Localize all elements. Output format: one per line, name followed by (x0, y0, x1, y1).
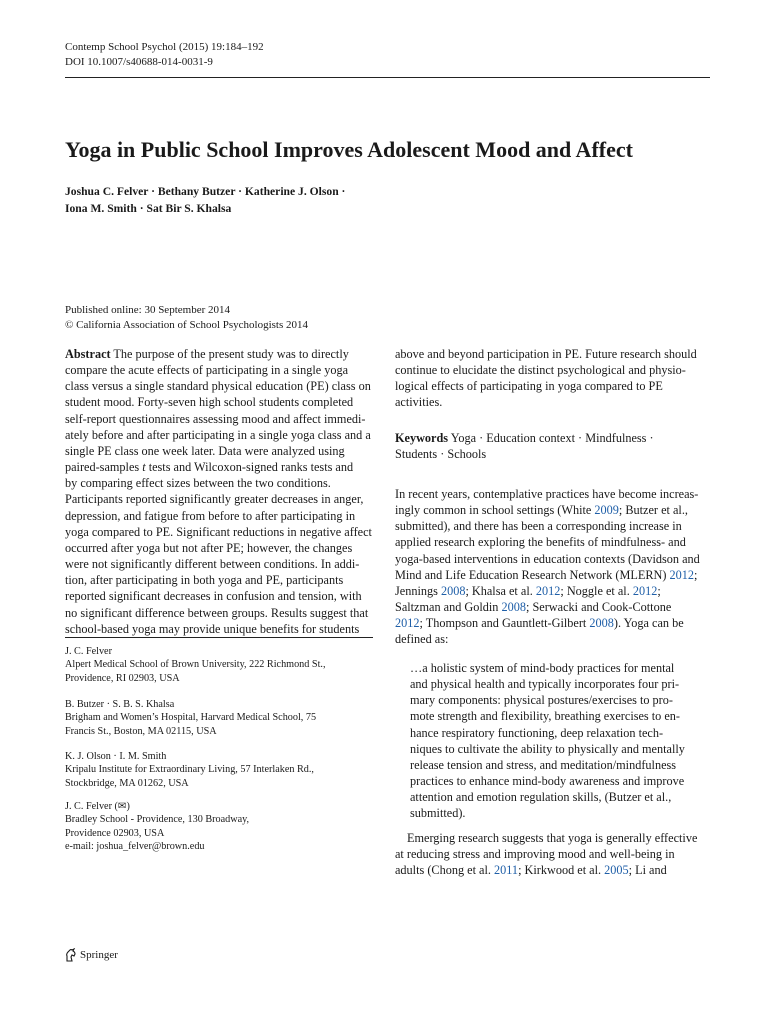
abstract-line: depression, and fatigue from before to after participating in (65, 508, 356, 523)
published-date: Published online: 30 September 2014 (65, 304, 230, 316)
abstract-column (65, 346, 373, 637)
abstract-line: Participants reported significantly greater decreases in anger, (65, 492, 364, 507)
author-list (65, 183, 345, 217)
abstract-line: class versus a single standard physical education (PE) class on (65, 379, 371, 394)
citation-link[interactable]: 2012 (632, 583, 658, 598)
article-title: Yoga in Public School Improves Adolescent Mood and Affect (65, 137, 633, 162)
abstract-line: by comparing effect sizes between the two conditions. (65, 476, 331, 491)
affiliation-corresponding: J. C. Felver (✉) Bradley School - Providence, 130 Broadway, Providence 02903, USA e-mail: joshua_felver@brown.edu (65, 800, 365, 854)
abstract-line: tion, after participating in both yoga and PE, participants (65, 573, 344, 588)
abstract-line: self-report questionnaires assessing mood and affect immedi- (65, 411, 366, 426)
citation-link[interactable]: 2008 (501, 600, 526, 615)
abstract-line: ately before and after participating in a single yoga class and a (65, 427, 371, 442)
affiliation-olson-smith: K. J. Olson · I. M. Smith Kripalu Institute for Extraordinary Living, 57 Interlaken Rd., Stockbridge, MA 01262, USA (65, 751, 314, 789)
keywords-label: Keywords (395, 431, 449, 445)
publication-info (65, 303, 308, 333)
definition-quote: …a holistic system of mind-body practices for mental and physical health and typically incorporates four pri- mary components: physical postures/exercises to pro- mote strength and flexibility, breathing exercises to en- hance respiratory functioning, deep relaxation tech- niques to cultivate the ability to physically and mentally release tension and stress, and meditation/mindfulness practices to enhance mind-body awareness and improve attention and emotion regulation skills, (Butzer et al., submitted). (410, 661, 685, 821)
abstract-line: were not significantly different between conditions. In addi- (65, 557, 360, 572)
publisher-footer (65, 948, 118, 962)
abstract-line: paired-samples t tests and Wilcoxon-signed ranks tests and (65, 460, 354, 475)
publisher-name: Springer (80, 949, 118, 961)
citation-link[interactable]: 2009 (594, 503, 619, 518)
abstract-continued: above and beyond participation in PE. Future research should continue to elucidate the distinct psychological and physio- logical effects of participating in yoga compared to PE activities. (395, 347, 697, 410)
abstract-line: reported significant decreases in confusion and tension, with (65, 589, 362, 604)
doi-line: DOI 10.1007/s40688-014-0031-9 (65, 56, 213, 68)
email-link[interactable]: e-mail: joshua_felver@brown.edu (65, 841, 205, 853)
citation-link[interactable]: 2012 (395, 616, 420, 631)
abstract-line: occurred after yoga but not after PE; however, the changes (65, 540, 353, 555)
header-divider (65, 77, 710, 78)
intro-paragraph: In recent years, contemplative practices have become increas- ingly common in school settings (White 2009; Butzer et al., submitted), and there has been a corresponding increase in applied research exploring the benefits of mindfulness- and yoga-based interventions in education contexts (Davidson and Mind and Life Education Research Network (MLERN) 2012; Jennings 2008; Khalsa et al. 2012; Noggle et al. 2012; Saltzman and Goldin 2008; Serwacki and Cook-Cottone 2012; Thompson and Gauntlett-Gilbert 2008). Yoga can be defined as: (395, 487, 700, 647)
authors-line-1: Joshua C. Felver · Bethany Butzer · Katherine J. Olson · (65, 185, 346, 198)
abstract-line: compare the acute effects of participating in a single yoga (65, 363, 349, 378)
copyright-line: © California Association of School Psychologists 2014 (65, 319, 309, 331)
affiliation-felver: J. C. Felver Alpert Medical School of Brown University, 222 Richmond St., Providence, RI 02903, USA (65, 646, 326, 684)
abstract-line: no significant difference between groups. Results suggest that (65, 605, 369, 620)
footnote-divider (65, 637, 373, 638)
abstract-label: Abstract (65, 347, 111, 361)
citation-link[interactable]: 2012 (669, 567, 695, 582)
abstract-line: student mood. Forty-seven high school students completed (65, 395, 354, 410)
affiliation-butzer-khalsa: B. Butzer · S. B. S. Khalsa Brigham and Women’s Hospital, Harvard Medical School, 75 Francis St., Boston, MA 02115, USA (65, 699, 317, 737)
citation-link[interactable]: 2008 (440, 583, 466, 598)
abstract-line: single PE class one week later. Data were analyzed using (65, 443, 345, 458)
authors-line-2: Iona M. Smith · Sat Bir S. Khalsa (65, 202, 232, 215)
keywords-line-2: Students · Schools (395, 447, 487, 462)
journal-citation (65, 40, 264, 70)
journal-line: Contemp School Psychol (2015) 19:184–192 (65, 41, 264, 53)
citation-link[interactable]: 2011 (494, 863, 519, 878)
springer-horse-logo-icon (65, 948, 77, 962)
emerging-research-paragraph: Emerging research suggests that yoga is generally effective at reducing stress and improving mood and well-being in adults (Chong et al. 2011; Kirkwood et al. 2005; Li and (395, 831, 698, 878)
abstract-line: yoga compared to PE. Significant reductions in negative affect (65, 524, 372, 539)
citation-link[interactable]: 2008 (589, 616, 614, 631)
keywords-block (395, 430, 702, 462)
keywords-line-1: Yoga · Education context · Mindfulness · (448, 431, 654, 445)
citation-link[interactable]: 2005 (604, 863, 629, 878)
abstract-line: school-based yoga may provide unique benefits for students (65, 621, 360, 636)
citation-link[interactable]: 2012 (535, 583, 561, 598)
abstract-line: Abstract The purpose of the present study was to directly (65, 347, 349, 361)
